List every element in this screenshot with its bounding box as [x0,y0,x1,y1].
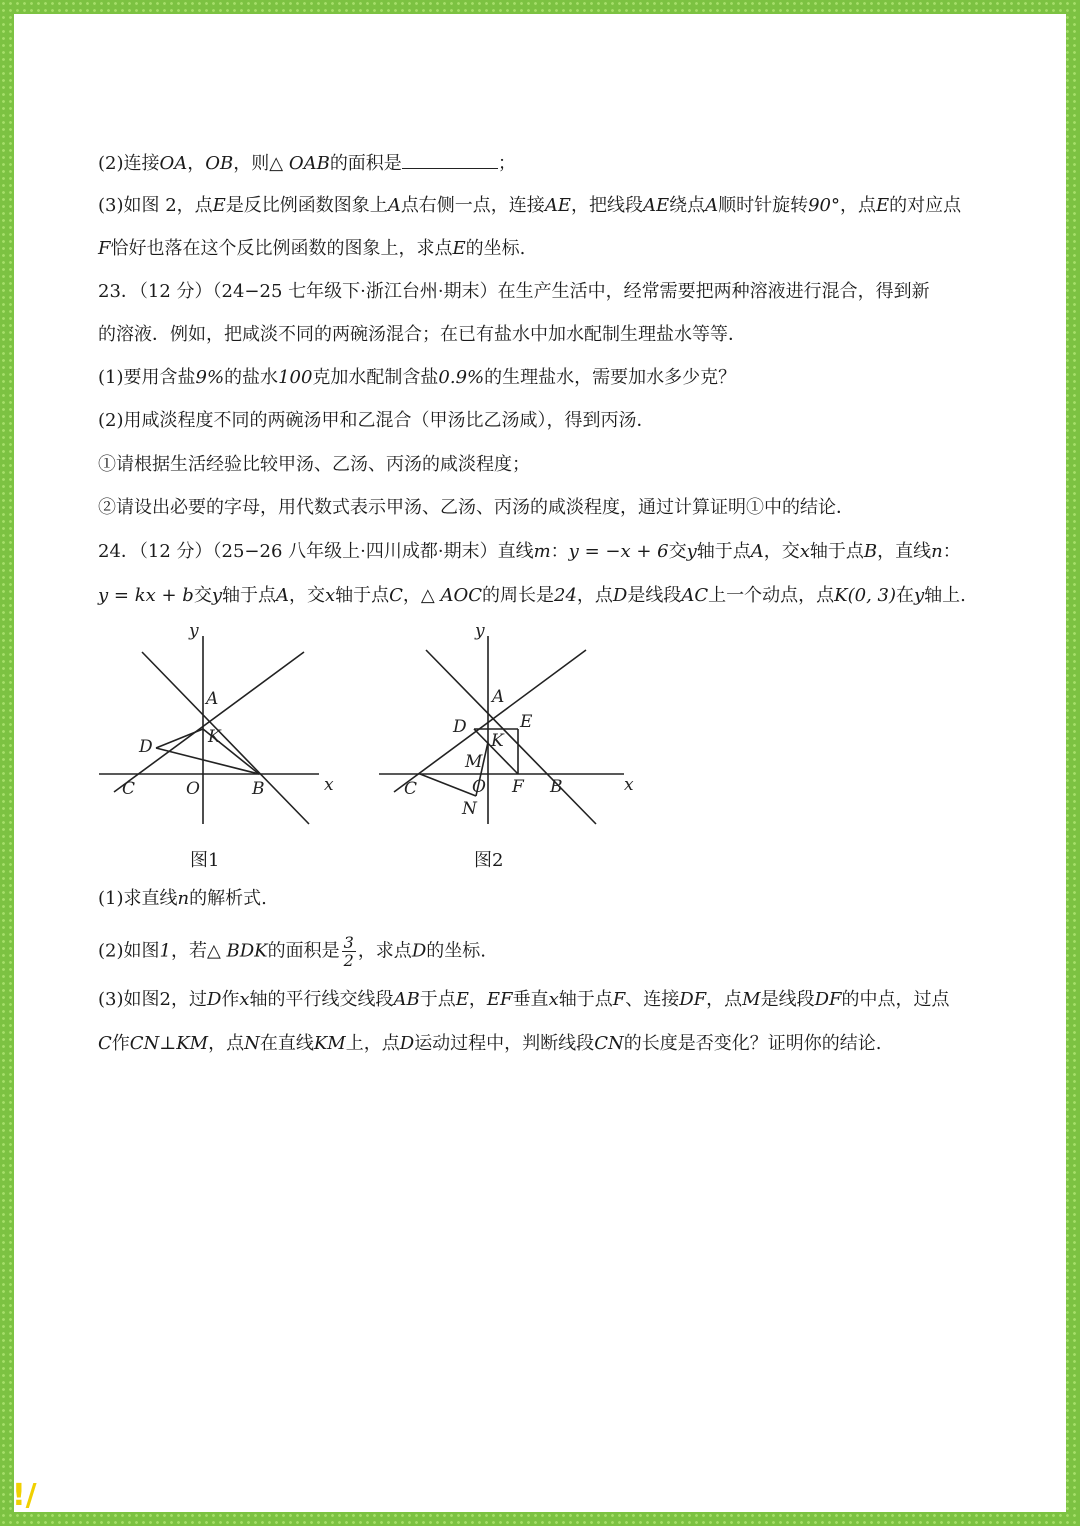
label-N: N [462,799,477,819]
q23-sub2: ②请设出必要的字母，用代数式表示甲汤、乙汤、丙汤的咸淡程度，通过计算证明①中的结论． [98,497,854,518]
label-O: O [186,779,200,799]
label-A: A [492,687,505,707]
label-D: D [453,717,467,737]
label-C: C [122,779,136,799]
segment-DK [156,729,203,748]
q23-part1: (1)要用含盐9%的盐水100克加水配制含盐0.9%的生理盐水，需要加水多少克？ [98,367,737,388]
figure-1-caption: 图1 [190,850,220,871]
q24-part3-line2: C作CN⊥KM，点N在直线KM上，点D运动过程中，判断线段CN的长度是否变化？证明你的结论. [98,1033,882,1054]
label-M: M [465,752,483,772]
line-n [114,652,304,792]
q24-part2: (2)如图1，若△ BDK的面积是 $\frac{3}{2}$ ，求点D的坐标. [98,933,486,970]
figure-2-diagram [374,614,634,834]
label-K: K [491,731,504,751]
label-x: x [624,775,634,795]
label-D: D [139,737,153,757]
fraction-three-halves: $\frac{3}{2}$ [343,933,354,970]
label-K: K [208,727,221,747]
q22-part3-line1: (3)如图 2，点E是反比例函数图象上A点右侧一点，连接AE，把线段AE绕点A顺时针旋转90°，点E的对应点 [98,195,962,216]
label-y: y [475,621,485,641]
q24-part1: (1)求直线n的解析式. [98,888,267,909]
q24-heading-cont: y = kx + b交y轴于点A，交x轴于点C，△ AOC的周长是24，点D是线段AC上一个动点，点K(0, 3)在y轴上. [98,585,966,606]
q22-part3-line2: F恰好也落在这个反比例函数的图象上，求点E的坐标. [98,238,526,259]
label-O: O [472,777,486,797]
label-B: B [550,777,563,797]
answer-blank [402,152,498,169]
q23-heading: 23．（12 分）（24−25 七年级下·浙江台州·期末）在生产生活中，经常需要把两种溶液进行混合，得到新 [98,281,930,302]
figure-1-diagram [94,614,344,834]
label-y: y [189,621,199,641]
label-B: B [252,779,265,799]
line-n [394,650,586,792]
q23-heading-cont: 的溶液．例如，把咸淡不同的两碗汤混合；在已有盐水中加水配制生理盐水等等． [98,324,746,345]
segment-CN [420,774,476,796]
q23-sub1: ①请根据生活经验比较甲汤、乙汤、丙汤的咸淡程度； [98,454,530,475]
line-m [142,652,309,824]
q24-heading: 24．（12 分）（25−26 八年级上·四川成都·期末）直线m：y = −x + 6交y轴于点A，交x轴于点B，直线n： [98,541,961,562]
q23-part2: (2)用咸淡程度不同的两碗汤甲和乙混合（甲汤比乙汤咸），得到丙汤． [98,410,655,431]
q22-part2: (2)连接OA，OB，则△ OAB的面积是 ； [98,153,516,174]
label-A: A [206,689,219,709]
label-F: F [512,777,524,797]
label-E: E [520,712,533,732]
q24-part3-line1: (3)如图2，过D作x轴的平行线交线段AB于点E，EF垂直x轴于点F、连接DF，点M是线段DF的中点，过点 [98,989,950,1010]
corner-exclamation-mark: !/ [12,1478,37,1513]
line-m [426,650,596,824]
label-x: x [324,775,334,795]
figure-2-caption: 图2 [474,850,504,871]
label-C: C [404,779,418,799]
exam-page [14,14,1066,1512]
